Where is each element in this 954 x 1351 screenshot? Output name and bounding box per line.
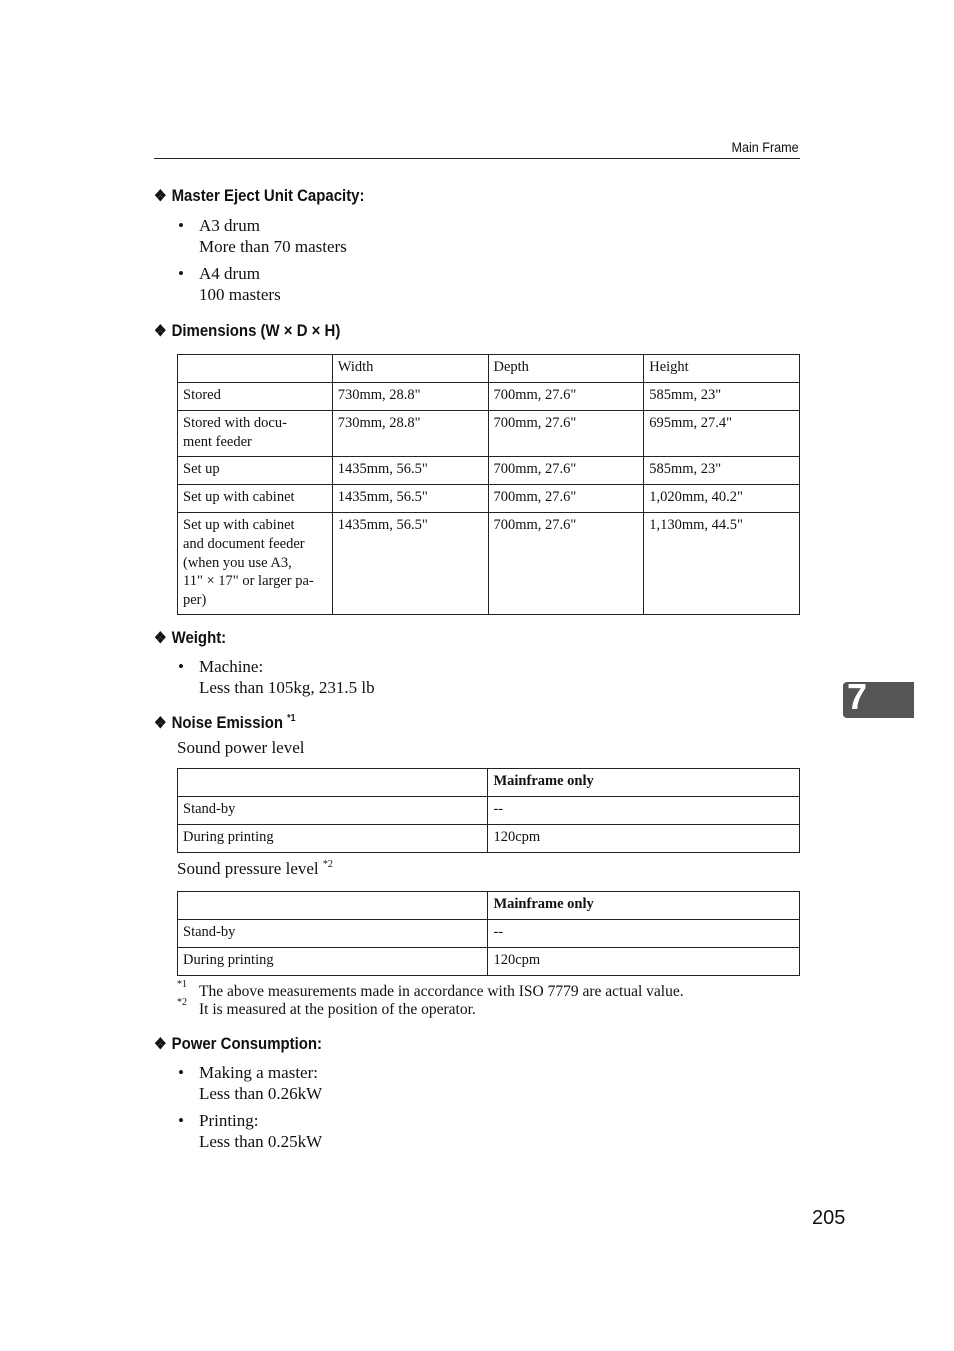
header-rule — [154, 158, 800, 159]
bullet-dot-icon: • — [178, 657, 184, 676]
table-cell: -- — [488, 797, 800, 825]
bullet-dot-icon: • — [178, 1111, 184, 1130]
sound-pressure-table — [177, 891, 800, 976]
table-cell: 1,020mm, 40.2" — [644, 485, 800, 513]
table-cell: 120cpm — [488, 948, 800, 976]
column-header — [178, 769, 488, 797]
table-cell: During printing — [178, 825, 488, 853]
column-header — [178, 355, 333, 383]
chapter-tab: 7 — [843, 682, 914, 718]
sound-power-table — [177, 768, 800, 853]
table-cell: Stored — [178, 383, 333, 411]
table-cell: 1,130mm, 44.5" — [644, 513, 800, 615]
table-cell: 700mm, 27.6" — [488, 513, 644, 615]
table-cell: Set up with cabinet and document feeder (when you use A3, 11" × 17" or larger pa- per) — [178, 513, 333, 615]
sound-power-label: Sound power level — [177, 738, 305, 757]
footnote-2: *2 It is measured at the position of the operator. — [177, 997, 476, 1018]
eject-item-a4: • A4 drum 100 masters — [178, 264, 281, 304]
table-cell: 585mm, 23" — [644, 457, 800, 485]
page-number: 205 — [812, 1207, 846, 1229]
table-cell: 700mm, 27.6" — [488, 411, 644, 457]
noise-heading: ❖ Noise Emission $^{*1}$ — [154, 713, 296, 732]
eject-heading: ❖ Master Eject Unit Capacity: — [154, 186, 365, 205]
table-cell: 700mm, 27.6" — [488, 485, 644, 513]
table-cell: 1435mm, 56.5" — [332, 457, 488, 485]
table-header-row — [178, 892, 800, 920]
power-item-printing: • Printing: Less than 0.25kW — [178, 1111, 323, 1151]
diamond-bullet-icon: ❖ — [154, 715, 167, 732]
table-cell: 695mm, 27.4" — [644, 411, 800, 457]
table-cell: -- — [488, 920, 800, 948]
bullet-dot-icon: • — [178, 264, 184, 283]
table-cell: During printing — [178, 948, 488, 976]
table-row — [178, 513, 800, 615]
column-header: Mainframe only — [488, 892, 800, 920]
column-header: Height — [644, 355, 800, 383]
sound-pressure-label: Sound pressure level $^{*2}$ — [177, 859, 333, 878]
table-cell: Stand-by — [178, 797, 488, 825]
table-header-row — [178, 355, 800, 383]
table-cell: 700mm, 27.6" — [488, 457, 644, 485]
diamond-bullet-icon: ❖ — [154, 1036, 167, 1053]
column-header: Width — [332, 355, 488, 383]
table-row — [178, 457, 800, 485]
table-row — [178, 797, 800, 825]
table-row — [178, 920, 800, 948]
diamond-bullet-icon: ❖ — [154, 630, 167, 647]
column-header: Depth — [488, 355, 644, 383]
diamond-bullet-icon: ❖ — [154, 188, 167, 205]
bullet-dot-icon: • — [178, 216, 184, 235]
table-cell: 1435mm, 56.5" — [332, 513, 488, 615]
table-cell: 120cpm — [488, 825, 800, 853]
power-item-master: • Making a master: Less than 0.26kW — [178, 1063, 323, 1103]
table-row — [178, 383, 800, 411]
column-header — [178, 892, 488, 920]
dimensions-table — [177, 354, 800, 615]
table-cell: 730mm, 28.8" — [332, 411, 488, 457]
table-row — [178, 825, 800, 853]
table-cell: 730mm, 28.8" — [332, 383, 488, 411]
table-cell: 700mm, 27.6" — [488, 383, 644, 411]
table-row — [178, 948, 800, 976]
table-cell: Stand-by — [178, 920, 488, 948]
running-header: Main Frame — [731, 139, 799, 155]
table-cell: 1435mm, 56.5" — [332, 485, 488, 513]
dimensions-heading: ❖ Dimensions (W × D × H) — [154, 321, 341, 340]
table-row — [178, 411, 800, 457]
bullet-dot-icon: • — [178, 1063, 184, 1082]
table-cell: Set up with cabinet — [178, 485, 333, 513]
table-cell: Stored with docu- ment feeder — [178, 411, 333, 457]
weight-item-machine: • Machine: Less than 105kg, 231.5 lb — [178, 657, 375, 697]
column-header: Mainframe only — [488, 769, 800, 797]
diamond-bullet-icon: ❖ — [154, 323, 167, 340]
table-cell: 585mm, 23" — [644, 383, 800, 411]
eject-item-a3: • A3 drum More than 70 masters — [178, 216, 347, 256]
table-cell: Set up — [178, 457, 333, 485]
weight-heading: ❖ Weight: — [154, 628, 227, 647]
table-row — [178, 485, 800, 513]
footnote-1: *1 The above measurements made in accordance with ISO 7779 are actual value. — [177, 979, 684, 1000]
table-header-row — [178, 769, 800, 797]
power-heading: ❖ Power Consumption: — [154, 1034, 323, 1053]
